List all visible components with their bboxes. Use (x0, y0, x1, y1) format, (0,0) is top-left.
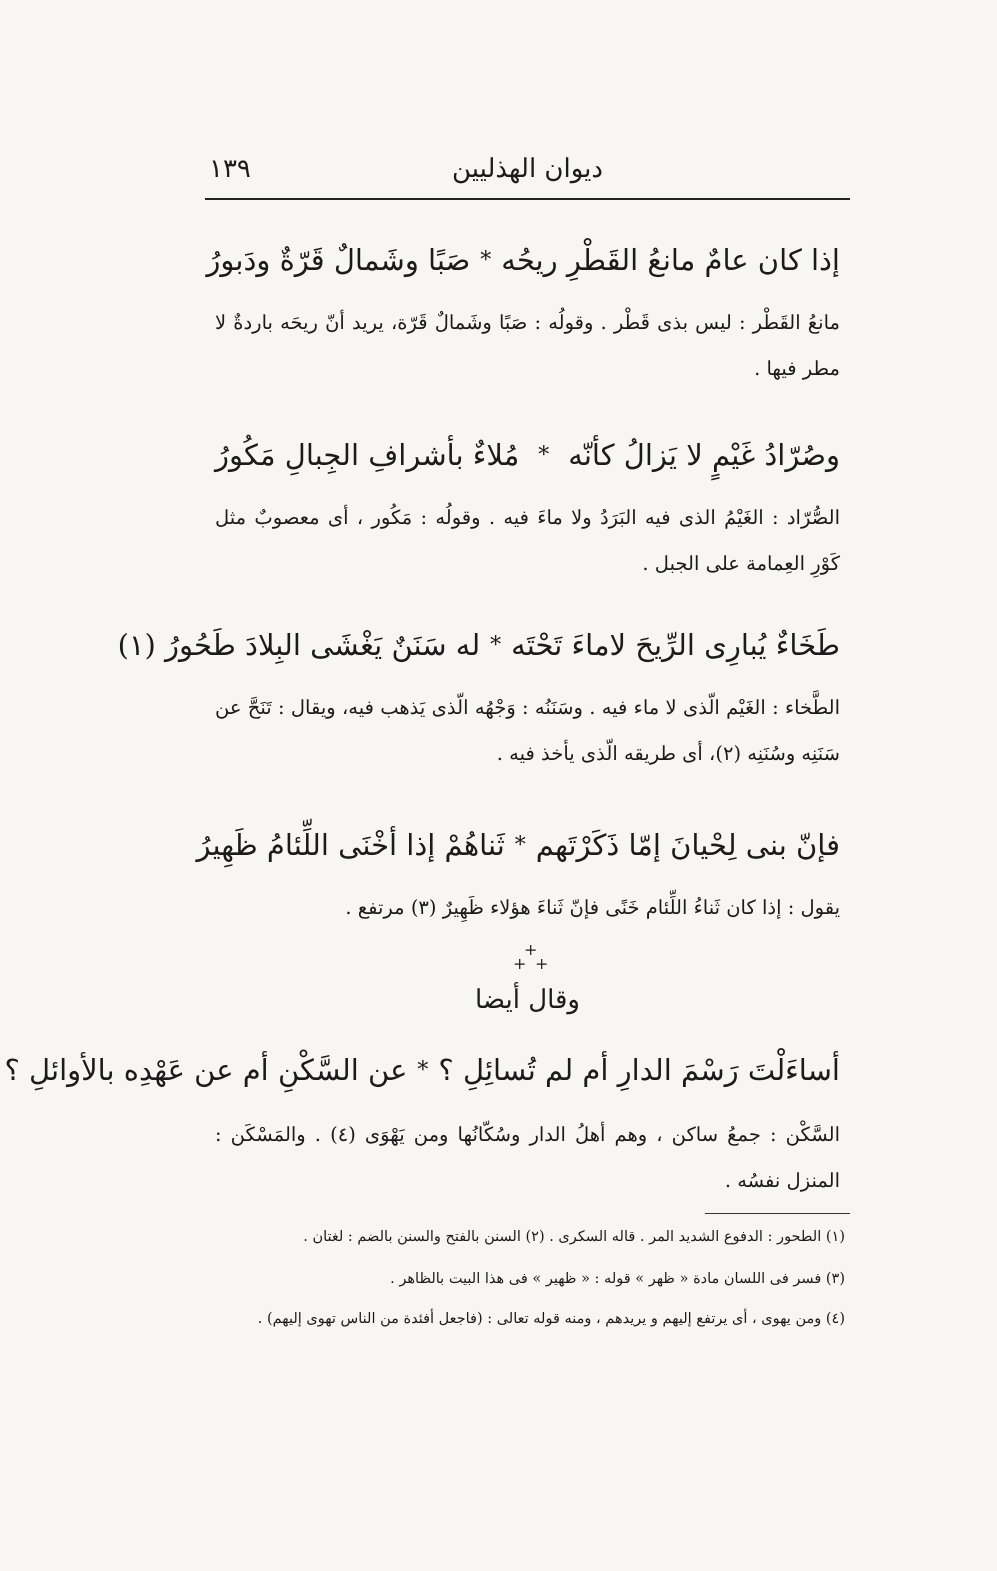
verse-1-hemistich-2: صَبًا وشَمالٌ قَرّةٌ ودَبورُ (206, 243, 471, 277)
verse-3-hemistich-2: له سَنَنٌ يَغْشَى البِلادَ طَحُورُ (١) (117, 628, 481, 662)
footnote-1-2: (١) الطحور : الدفوع الشديد المر . قاله السكرى . (٢) السنن بالفتح والسنن بالضم : لغتان . (303, 1229, 845, 1245)
verse-4-hemistich-1: فإنّ بنى لِحْيانَ إمّا ذَكَرْتَهم (535, 828, 840, 862)
verse-2 (215, 430, 840, 480)
verse-3 (117, 620, 840, 670)
ornament-mark-left: + (513, 954, 527, 973)
page-number: ١٣٩ (209, 154, 251, 184)
ornament-mark-top: + (524, 940, 538, 959)
poem-title: وقال أيضا (475, 985, 580, 1015)
verse-2-hemistich-1: وصُرّادُ غَيْمٍ لا يَزالُ كأنّه (568, 438, 840, 472)
verse-2-hemistich-2: مُلاءٌ بأشرافِ الجِبالِ مَكُورُ (215, 438, 520, 472)
verse-5-separator: * (417, 1057, 429, 1083)
footnote-rule (705, 1213, 850, 1214)
page-header (205, 150, 850, 194)
commentary-5: السَّكْن : جمعُ ساكن ، وهم أهلُ الدار وسُكّانُها ومن يَهْوَى (٤) . والمَسْكَن : المنزل نفسُه . (215, 1123, 841, 1192)
verse-5 (4, 1045, 840, 1095)
ornament-mark-right: + (535, 954, 549, 973)
header-rule (205, 198, 850, 200)
commentary-3: الطَّخاء : الغَيْم الّذى لا ماء فيه . وسَنَنُه : وَجْهُه الّذى يَذهب فيه، ويقال : تَنَحَّ عن سَنَنِه وسُنَنِه (٢)، أى طريقه الّذى يأخذ فيه . (215, 696, 840, 765)
commentary-4: يقول : إذا كان ثَناءُ اللِّئام خَنًى فإنّ ثَناءَ هؤلاء ظَهِيرٌ (٣) مرتفع . (345, 896, 840, 919)
verse-4-hemistich-2: ثَناهُمْ إذا أخْنَى اللِّئامُ ظَهِيرُ (196, 828, 505, 862)
running-title: ديوان الهذليين (451, 154, 603, 184)
verse-4 (196, 820, 840, 870)
verse-1 (206, 235, 840, 285)
verse-3-hemistich-1: طَخَاءٌ يُبارِى الرِّيحَ لاماءَ تَحْتَه (511, 628, 840, 662)
footnote-3: (٣) فسر فى اللسان مادة « ظهر » قوله : « ظهير » فى هذا البيت بالظاهر . (390, 1271, 845, 1287)
section-ornament (505, 940, 555, 980)
verse-4-separator: * (514, 832, 526, 858)
verse-3-separator: * (490, 632, 502, 658)
verse-2-separator: * (538, 442, 550, 468)
footnote-4: (٤) ومن يهوى ، أى يرتفع إليهم و يريدهم ، ومنه قوله تعالى : (فاجعل أفئدة من الناس تهوى إليهم) . (257, 1311, 845, 1327)
verse-1-separator: * (480, 247, 492, 273)
commentary-2: الصُّرّاد : الغَيْمُ الذى فيه البَرَدُ ولا ماءَ فيه . وقولُه : مَكُور ، أى معصوبٌ مثل كَوْرِ العِمامة على الجبل . (215, 506, 840, 575)
verse-1-hemistich-1: إذا كان عامٌ مانعُ القَطْرِ ريحُه (501, 243, 840, 277)
commentary-1: مانعُ القَطْر : ليس بذى قَطْر . وقولُه : صَبًا وشَمالٌ قَرّة، يريد أنّ ريحَه باردةٌ لا مطر فيها . (215, 311, 840, 380)
verse-5-hemistich-1: أساءَلْتَ رَسْمَ الدارِ أم لم تُسائِلِ ؟ (438, 1053, 840, 1087)
verse-5-hemistich-2: عن السَّكْنِ أم عن عَهْدِه بالأوائلِ ؟ (4, 1053, 408, 1087)
